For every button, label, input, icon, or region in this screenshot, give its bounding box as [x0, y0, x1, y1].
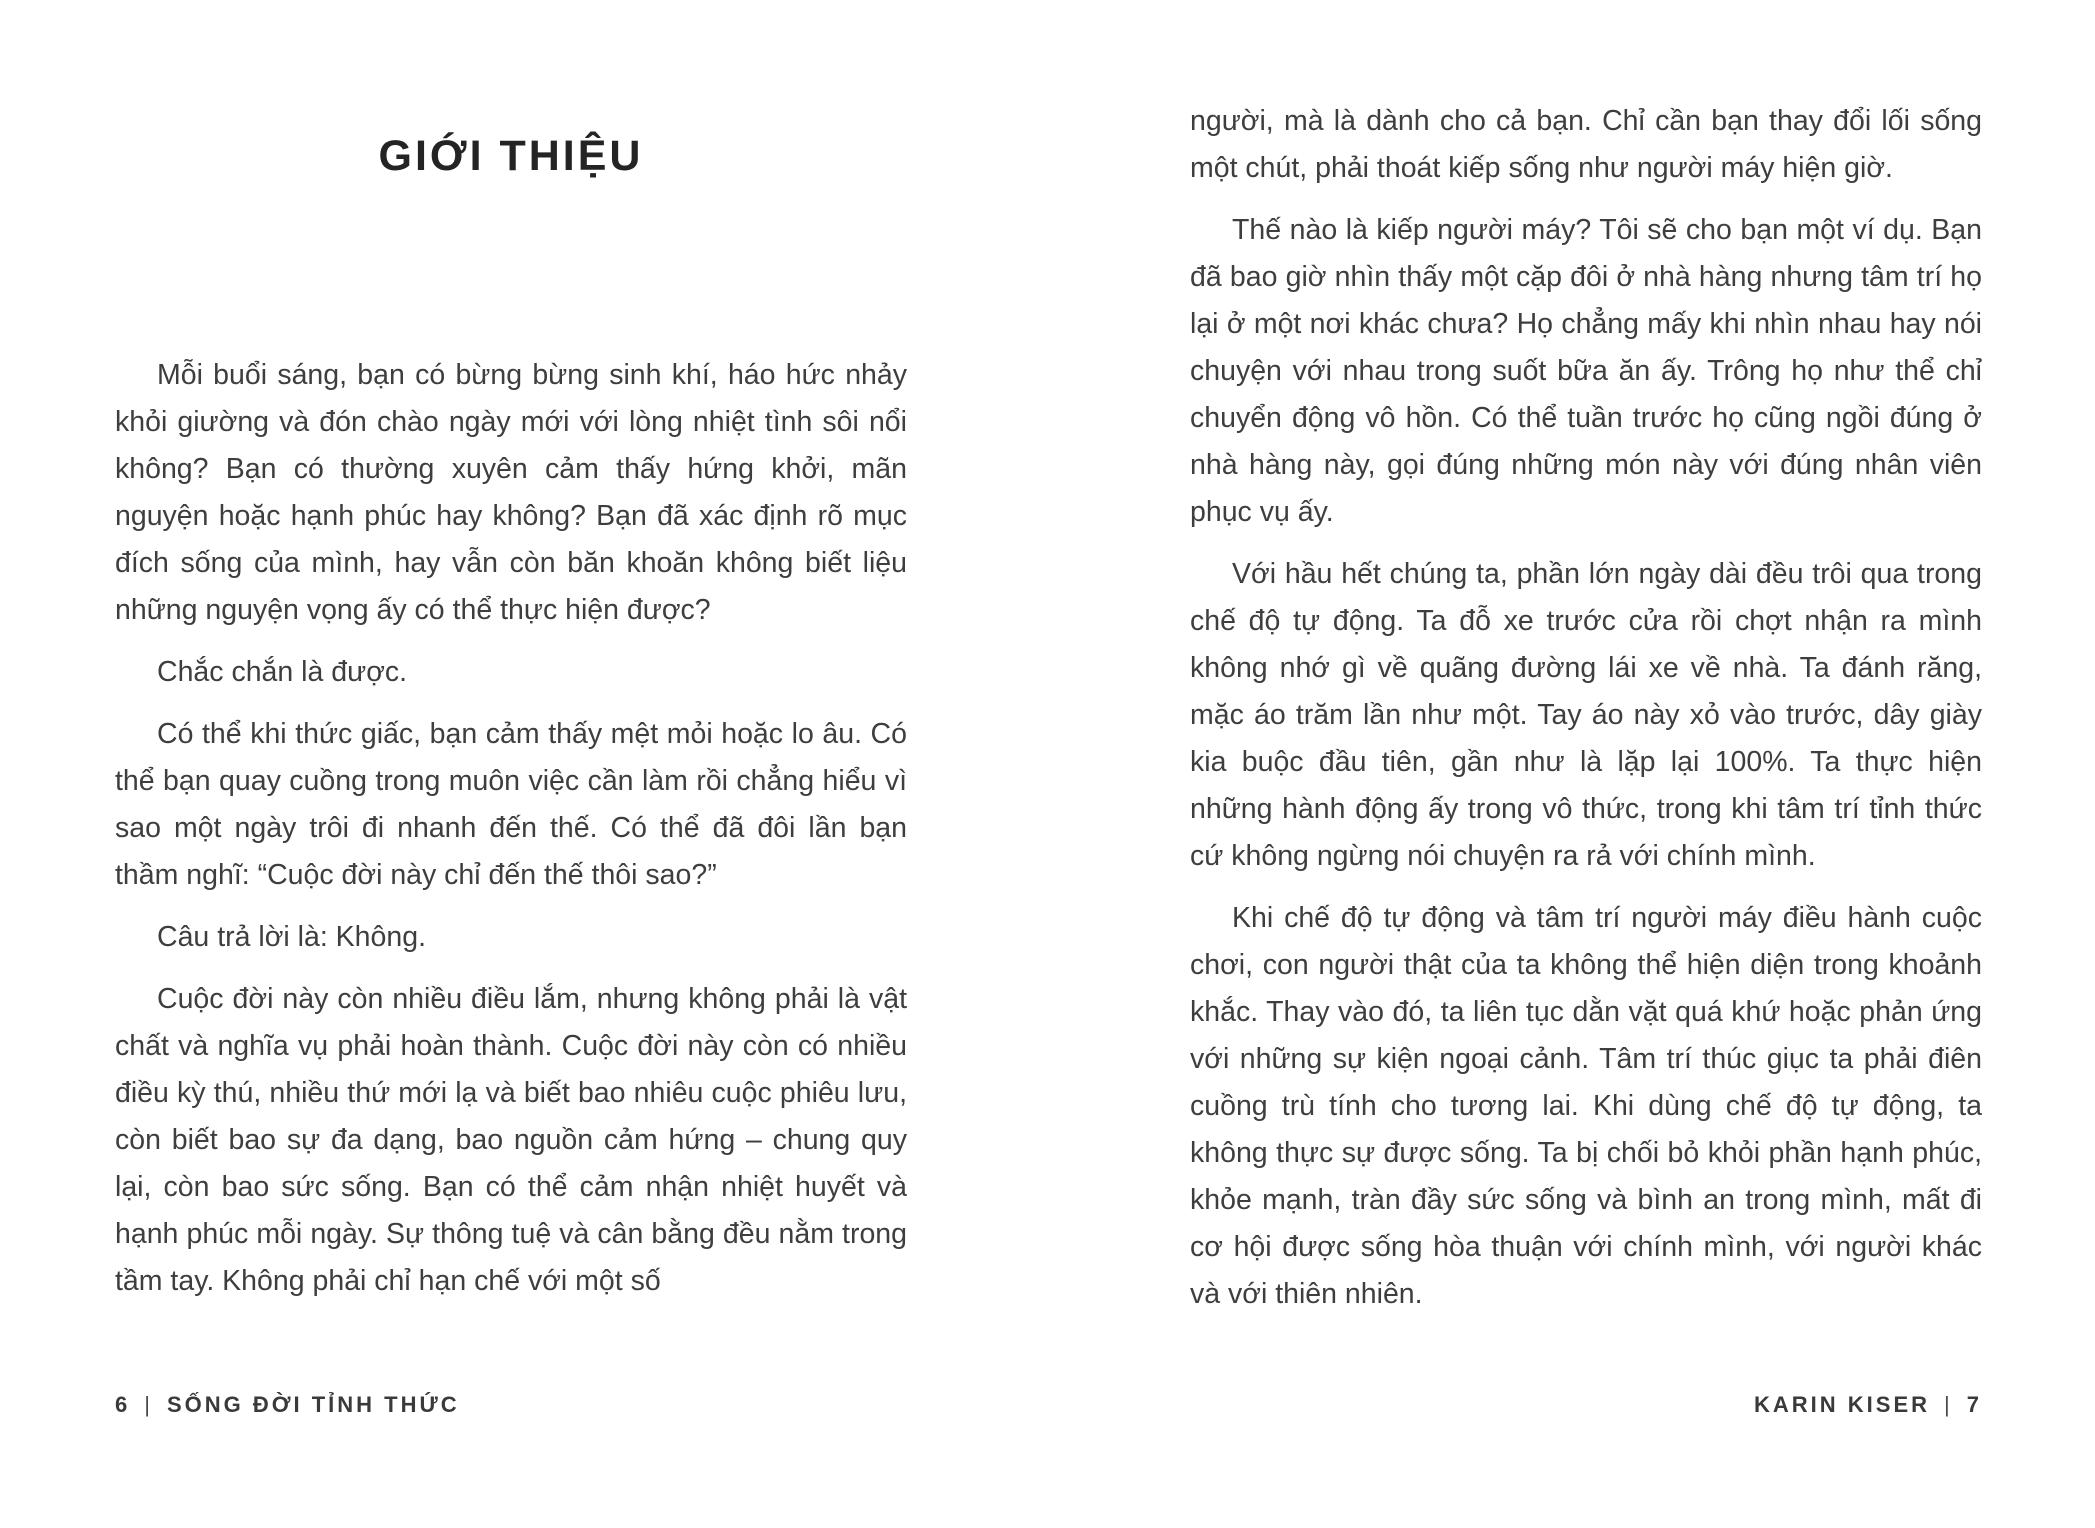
- page-number: 7: [1966, 1392, 1982, 1417]
- left-page: [115, 0, 907, 1528]
- paragraph: Khi chế độ tự động và tâm trí người máy điều hành cuộc chơi, con người thật của ta không thể hiện diện trong khoảnh khắc. Thay vào đó, ta liên tục dằn vặt quá khứ hoặc phản ứng với những sự kiện ngoại cảnh. Tâm trí thúc giục ta phải điên cuồng trù tính cho tương lai. Khi dùng chế độ tự động, ta không thực sự được sống. Ta bị chối bỏ khỏi phần hạnh phúc, khỏe mạnh, tràn đầy sức sống và bình an trong mình, mất đi cơ hội được sống hòa thuận với chính mình, với người khác và với thiên nhiên.: [1190, 902, 1982, 1310]
- paragraph: Câu trả lời là: Không.: [157, 921, 426, 953]
- paragraph: Với hầu hết chúng ta, phần lớn ngày dài đều trôi qua trong chế độ tự động. Ta đỗ xe trước cửa rồi chợt nhận ra mình không nhớ gì về quãng đường lái xe về nhà. Ta đánh răng, mặc áo trăm lần như một. Tay áo này xỏ vào trước, dây giày kia buộc đầu tiên, gần như là lặp lại 100%. Ta thực hiện những hành động ấy trong vô thức, trong khi tâm trí tỉnh thức cứ không ngừng nói chuyện ra rả với chính mình.: [1190, 558, 1982, 872]
- paragraph: Cuộc đời này còn nhiều điều lắm, nhưng không phải là vật chất và nghĩa vụ phải hoàn thành. Cuộc đời này còn có nhiều điều kỳ thú, nhiều thứ mới lạ và biết bao nhiêu cuộc phiêu lưu, còn biết bao sự đa dạng, bao nguồn cảm hứng – chung quy lại, còn bao sức sống. Bạn có thể cảm nhận nhiệt huyết và hạnh phúc mỗi ngày. Sự thông tuệ và cân bằng đều nằm trong tầm tay. Không phải chỉ hạn chế với một số: [115, 983, 907, 1297]
- chapter-title: GIỚI THIỆU: [378, 132, 644, 180]
- footer-divider: |: [1944, 1392, 1953, 1417]
- left-page-body: [115, 352, 907, 1320]
- paragraph: Thế nào là kiếp người máy? Tôi sẽ cho bạn một ví dụ. Bạn đã bao giờ nhìn thấy một cặp đôi ở nhà hàng nhưng tâm trí họ lại ở một nơi khác chưa? Họ chẳng mấy khi nhìn nhau hay nói chuyện với nhau trong suốt bữa ăn ấy. Trông họ như thể chỉ chuyển động vô hồn. Có thể tuần trước họ cũng ngồi đúng ở nhà hàng này, gọi đúng những món này với đúng nhân viên phục vụ ấy.: [1190, 214, 1982, 528]
- left-page-footer: [115, 1392, 907, 1418]
- right-page: [1190, 0, 1982, 1528]
- right-page-footer: [1190, 1392, 1982, 1418]
- paragraph: Chắc chắn là được.: [157, 656, 408, 688]
- paragraph: người, mà là dành cho cả bạn. Chỉ cần bạn thay đổi lối sống một chút, phải thoát kiếp sống như người máy hiện giờ.: [1190, 105, 1982, 184]
- right-page-body: [1190, 98, 1982, 1333]
- running-title: SỐNG ĐỜI TỈNH THỨC: [166, 1392, 460, 1417]
- footer-divider: |: [144, 1392, 153, 1417]
- author-name: KARIN KISER: [1754, 1392, 1931, 1417]
- paragraph: Mỗi buổi sáng, bạn có bừng bừng sinh khí, háo hức nhảy khỏi giường và đón chào ngày mới với lòng nhiệt tình sôi nổi không? Bạn có thường xuyên cảm thấy hứng khởi, mãn nguyện hoặc hạnh phúc hay không? Bạn đã xác định rõ mục đích sống của mình, hay vẫn còn băn khoăn không biết liệu những nguyện vọng ấy có thể thực hiện được?: [115, 359, 907, 626]
- page-number: 6: [115, 1392, 131, 1417]
- paragraph: Có thể khi thức giấc, bạn cảm thấy mệt mỏi hoặc lo âu. Có thể bạn quay cuồng trong muôn việc cần làm rồi chẳng hiểu vì sao một ngày trôi đi nhanh đến thế. Có thể đã đôi lần bạn thầm nghĩ: “Cuộc đời này chỉ đến thế thôi sao?”: [115, 718, 907, 891]
